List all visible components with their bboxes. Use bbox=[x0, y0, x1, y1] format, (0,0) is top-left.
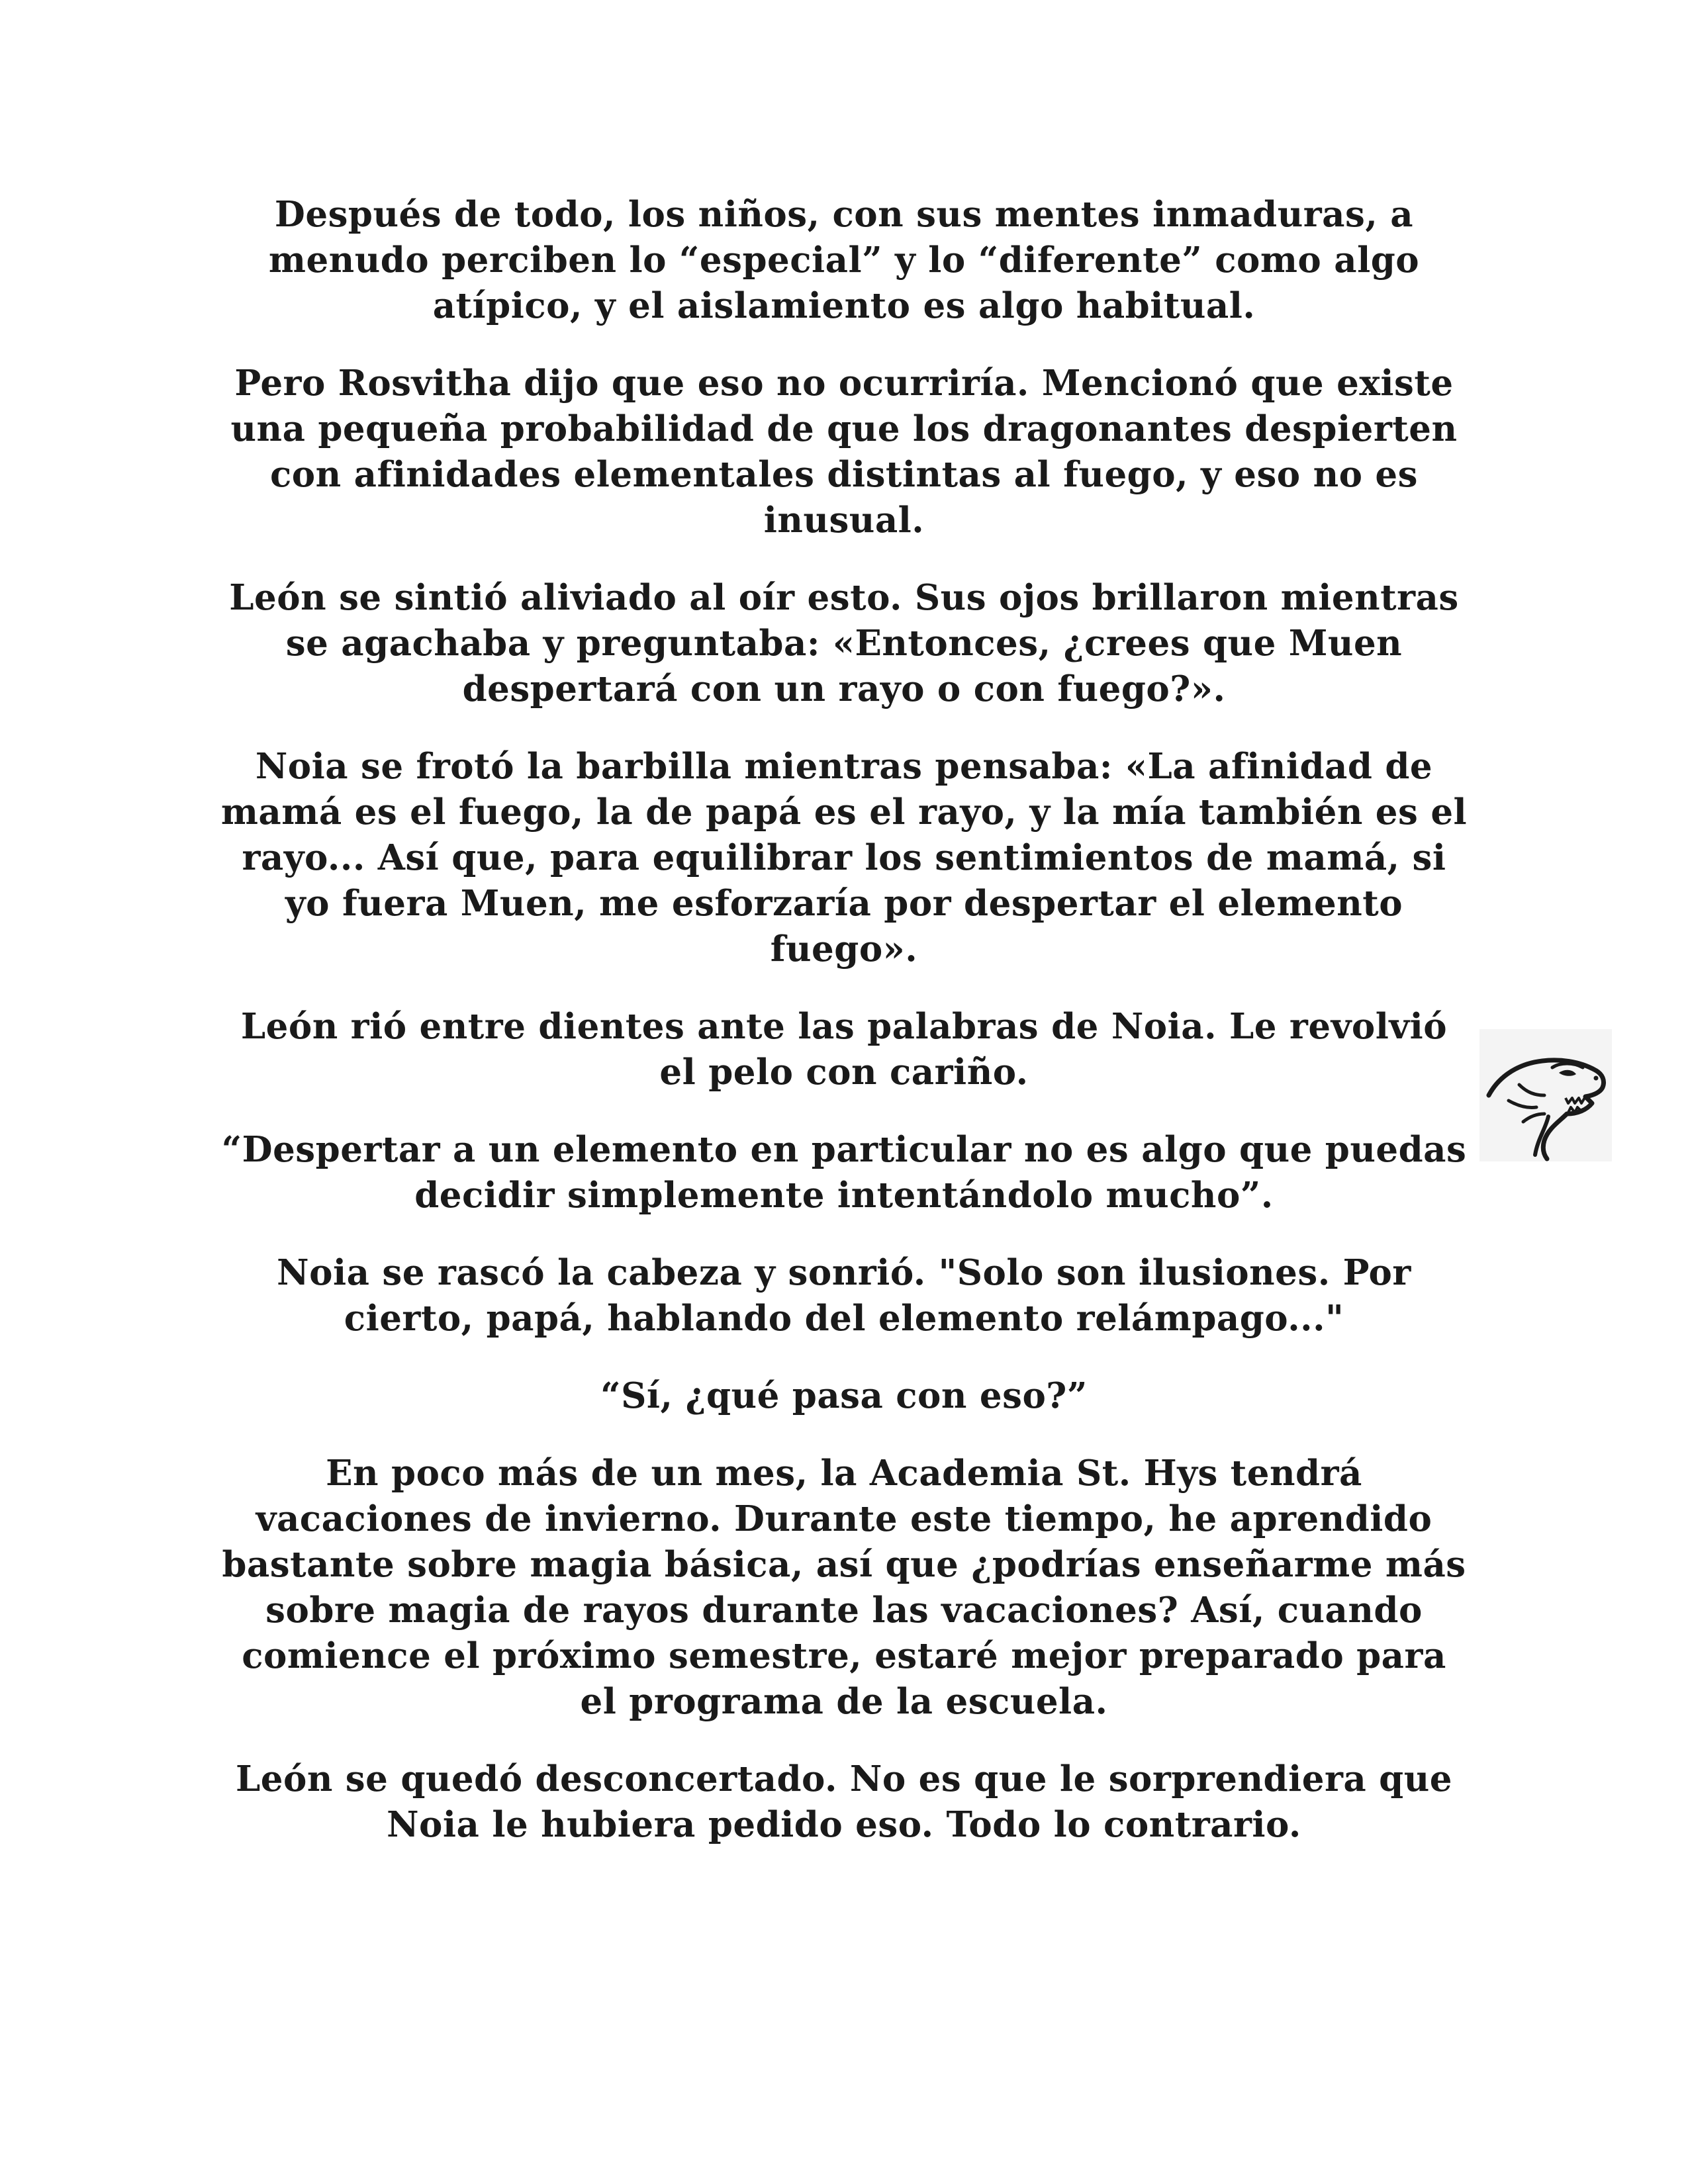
paragraph: Pero Rosvitha dijo que eso no ocurriría. Mencionó que existe una pequeña probabilidad de que los dragonantes despierten con afinidades elementales distintas al fuego, y eso no es inusual. bbox=[230, 363, 1458, 541]
paragraph: León se sintió aliviado al oír esto. Sus ojos brillaron mientras se agachaba y preguntaba: «Entonces, ¿crees que Muen despertará con un rayo o con fuego?». bbox=[229, 577, 1459, 709]
paragraph: “Despertar a un elemento en particular no es algo que puedas decidir simplemente intentándolo mucho”. bbox=[221, 1129, 1467, 1216]
paragraph: Noia se frotó la barbilla mientras pensaba: «La afinidad de mamá es el fuego, la de papá es el rayo, y la mía también es el rayo... Así que, para equilibrar los sentimientos de mamá, si yo fuera Muen, me esforzaría por despertar el elemento fuego». bbox=[220, 746, 1468, 970]
paragraph: León se quedó desconcertado. No es que le sorprendiera que Noia le hubiera pedido eso. Todo lo contrario. bbox=[235, 1758, 1452, 1845]
dinosaur-head-icon bbox=[1479, 1029, 1612, 1161]
paragraph: Noia se rascó la cabeza y sonrió. "Solo son ilusiones. Por cierto, papá, hablando del elemento relámpago..." bbox=[277, 1252, 1411, 1339]
paragraph: Después de todo, los niños, con sus mentes inmaduras, a menudo perciben lo “especial” y lo “diferente” como algo atípico, y el aislamiento es algo habitual. bbox=[268, 194, 1420, 326]
paragraph: “Sí, ¿qué pasa con eso?” bbox=[600, 1375, 1088, 1416]
paragraph: En poco más de un mes, la Academia St. Hys tendrá vacaciones de invierno. Durante este tiempo, he aprendido bastante sobre magia básica, así que ¿podrías enseñarme más sobre magia de rayos durante las vacaciones? Así, cuando comience el próximo semestre, estaré mejor preparado para el programa de la escuela. bbox=[222, 1453, 1466, 1722]
paragraph: León rió entre dientes ante las palabras de Noia. Le revolvió el pelo con cariño. bbox=[240, 1006, 1448, 1093]
story-text bbox=[218, 192, 1470, 1880]
